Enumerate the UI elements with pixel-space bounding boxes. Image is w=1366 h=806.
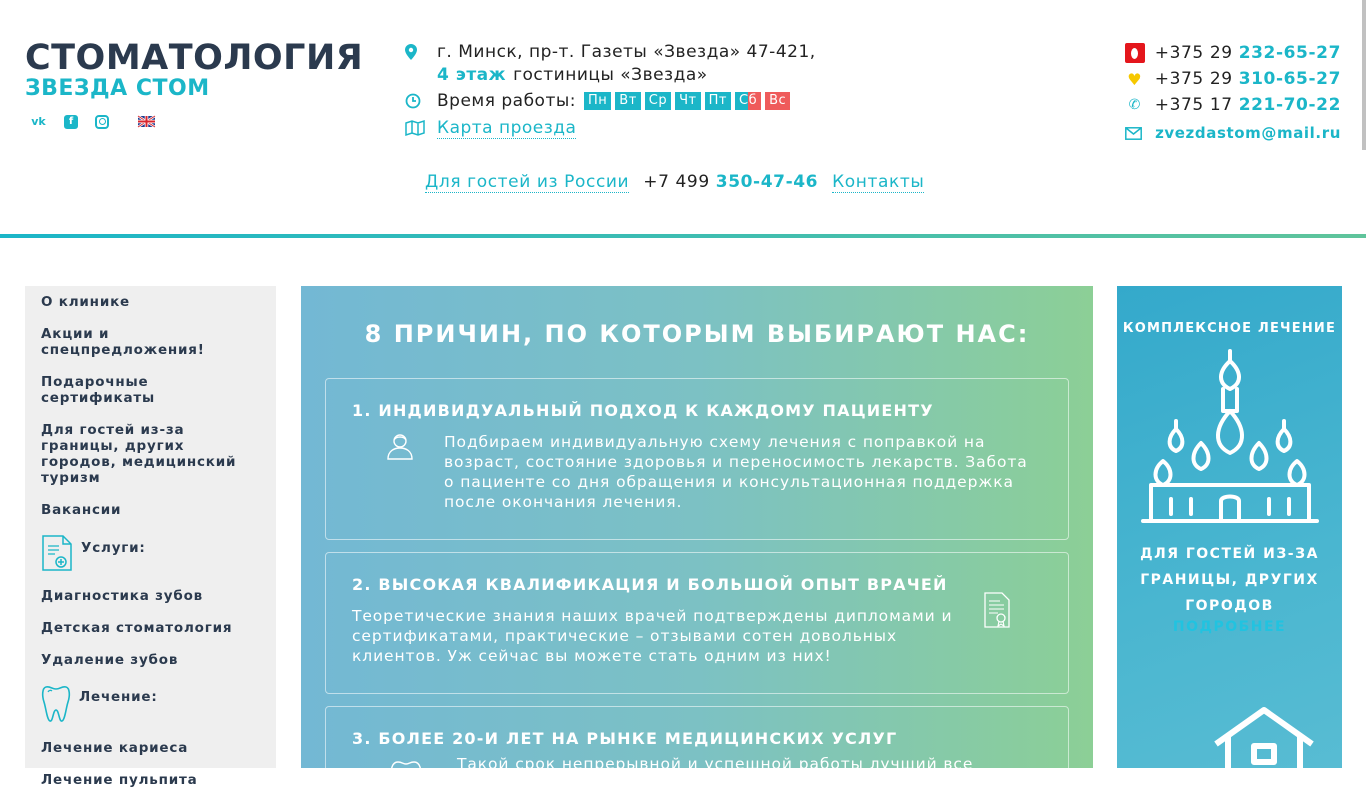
promo-more-link[interactable]: ПОДРОБНЕЕ <box>1172 619 1287 635</box>
sidebar-menu <box>25 286 276 788</box>
clock-icon <box>405 93 437 109</box>
address-block <box>405 40 816 142</box>
sidebar-services-heading <box>41 534 260 572</box>
hours-label: Время работы: <box>437 91 577 111</box>
sidebar-item-tooth-extraction[interactable]: Удаление зубов <box>41 652 179 668</box>
russia-phone-prefix: +7 499 <box>643 172 710 192</box>
reason-title: 1. ИНДИВИДУАЛЬНЫЙ ПОДХОД К КАЖДОМУ ПАЦИЕНТУ <box>352 401 934 420</box>
phone-number: 232-65-27 <box>1238 43 1341 63</box>
promo-banner[interactable] <box>1117 286 1342 768</box>
day-fri: Пт <box>705 92 731 110</box>
phone-prefix: +375 29 <box>1154 69 1233 89</box>
day-wed: Ср <box>645 92 671 110</box>
sidebar-services-label: Услуги: <box>81 540 146 556</box>
facebook-icon[interactable]: f <box>64 115 78 129</box>
logo[interactable] <box>25 38 363 102</box>
reasons-section <box>301 286 1093 773</box>
sidebar-item-promotions[interactable]: Акции и спецпредложения! <box>41 326 205 358</box>
scrollbar[interactable] <box>1362 0 1366 150</box>
header-divider <box>0 234 1366 238</box>
reason-text: Такой срок непрерывной и успешной работы лучший все <box>457 755 974 773</box>
phone-a1[interactable] <box>1123 66 1341 92</box>
sidebar-item-gift-certificates[interactable]: Подарочные сертификаты <box>41 374 156 406</box>
phone-mts[interactable] <box>1123 40 1341 66</box>
map-link[interactable]: Карта проезда <box>437 117 577 138</box>
tooth-outline-icon <box>352 760 457 784</box>
russia-guests-link[interactable]: Для гостей из России <box>425 172 630 192</box>
day-sat: Сб <box>735 92 761 110</box>
sidebar-item-caries-treatment[interactable]: Лечение кариеса <box>41 740 189 756</box>
phone-number: 310-65-27 <box>1238 69 1341 89</box>
address-floor: 4 этаж <box>437 65 507 85</box>
reason-text: Подбираем индивидуальную схему лечения с поправкой на возраст, состояние здоровья и переносимость лекарств. Забота о пациенте со дня обращения и консультационная поддержка после окончания лечения. <box>444 433 1028 511</box>
sidebar-item-about[interactable]: О клинике <box>41 294 130 310</box>
phone-prefix: +375 17 <box>1154 95 1233 115</box>
reason-card <box>325 378 1069 540</box>
russia-phone-number: 350-47-46 <box>715 172 819 192</box>
mts-icon <box>1125 43 1145 63</box>
promo-text: ДЛЯ ГОСТЕЙ ИЗ-ЗА ГРАНИЦЫ, ДРУГИХ ГОРОДОВ <box>1140 546 1319 614</box>
email-row[interactable] <box>1123 120 1341 146</box>
day-sun: Вс <box>765 92 790 110</box>
address-line-1: г. Минск, пр-т. Газеты «Звезда» 47-421, <box>437 42 816 62</box>
envelope-icon <box>1123 123 1143 143</box>
reason-card <box>325 706 1069 806</box>
sidebar-item-diagnostics[interactable]: Диагностика зубов <box>41 588 203 604</box>
phone-handset-icon: ✆ <box>1128 97 1141 113</box>
location-pin-icon <box>405 44 437 60</box>
cathedral-icon <box>1141 349 1319 527</box>
reason-title: 3. БОЛЕЕ 20-И ЛЕТ НА РЫНКЕ МЕДИЦИНСКИХ УСЛУГ <box>352 729 898 748</box>
phone-prefix: +375 29 <box>1154 43 1233 63</box>
contacts-link[interactable]: Контакты <box>832 172 925 192</box>
map-icon <box>405 120 437 136</box>
tooth-icon <box>41 684 71 724</box>
address-line-2: гостиницы «Звезда» <box>513 65 708 85</box>
patient-icon <box>352 432 444 512</box>
russia-guests-bar <box>425 172 924 192</box>
vk-icon[interactable]: vk <box>31 115 46 128</box>
email-link: zvezdastom@mail.ru <box>1155 124 1341 142</box>
logo-title: СТОМАТОЛОГИЯ <box>25 38 364 78</box>
sidebar-item-medical-tourism[interactable]: Для гостей из-за границы, других городов, медицинский туризм <box>41 422 237 486</box>
reason-card <box>325 552 1069 694</box>
reasons-title: 8 ПРИЧИН, ПО КОТОРЫМ ВЫБИРАЮТ НАС: <box>364 320 1030 348</box>
reason-title: 2. ВЫСОКАЯ КВАЛИФИКАЦИЯ И БОЛЬШОЙ ОПЫТ ВРАЧЕЙ <box>352 575 948 594</box>
phones-block <box>1123 40 1341 146</box>
reason-text: Теоретические знания наших врачей подтверждены дипломами и сертификатами, практические – отзывами сотен довольных клиентов. Уж сейчас вы можете стать одним из них! <box>352 607 953 665</box>
uk-flag-icon[interactable] <box>138 116 155 127</box>
day-tue: Вт <box>615 92 641 110</box>
social-links <box>30 113 155 130</box>
logo-subtitle: ЗВЕЗДА СТОМ <box>25 76 210 101</box>
house-icon <box>1212 706 1322 776</box>
day-mon: Пн <box>584 92 611 110</box>
instagram-icon[interactable] <box>95 115 109 129</box>
a1-icon: ♥ <box>1127 69 1143 89</box>
certificate-icon <box>984 592 1042 666</box>
day-thu: Чт <box>675 92 701 110</box>
sidebar-item-pulpitis-treatment[interactable]: Лечение пульпита <box>41 772 198 788</box>
document-medical-icon <box>41 534 73 572</box>
phone-landline[interactable] <box>1123 92 1341 118</box>
russia-phone[interactable] <box>643 172 824 192</box>
sidebar-item-kids-dentistry[interactable]: Детская стоматология <box>41 620 233 636</box>
sidebar-item-vacancies[interactable]: Вакансии <box>41 502 122 518</box>
sidebar-treatment-label: Лечение: <box>79 689 158 705</box>
working-days <box>584 92 790 110</box>
promo-title: КОМПЛЕКСНОЕ ЛЕЧЕНИЕ <box>1122 321 1337 336</box>
phone-number: 221-70-22 <box>1238 95 1341 115</box>
sidebar-treatment-heading <box>41 684 260 724</box>
